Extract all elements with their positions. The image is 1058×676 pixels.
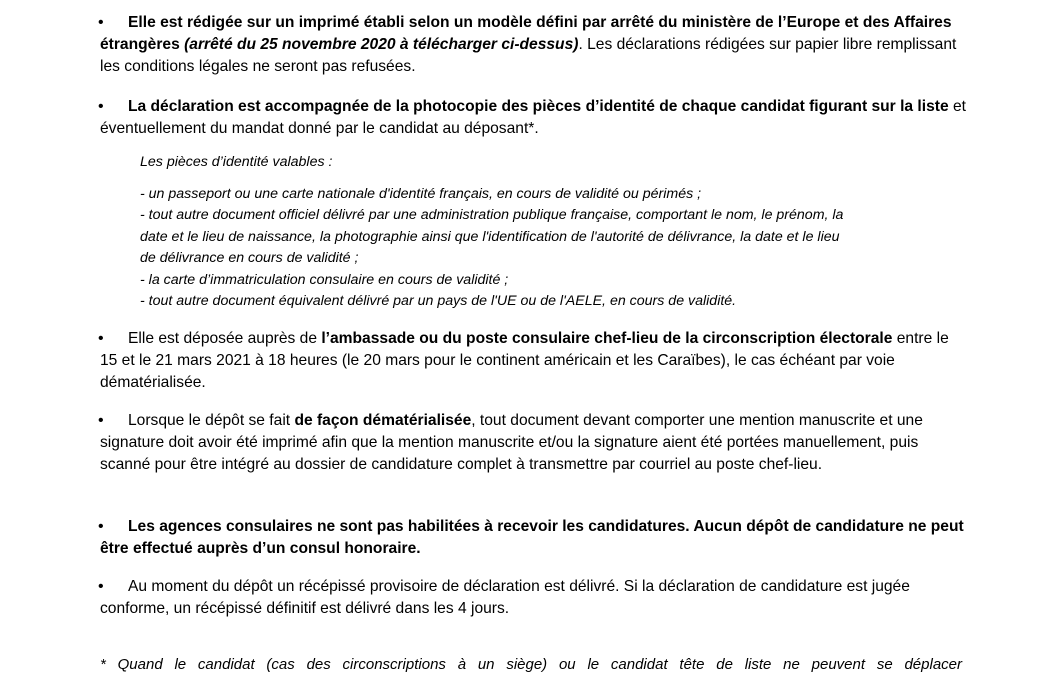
regular-text: Lorsque le dépôt se fait: [128, 412, 295, 429]
list-item-continuation: de délivrance en cours de validité ;: [140, 250, 359, 266]
bullet: •: [98, 518, 104, 535]
list-item: - tout autre document officiel délivré par une administration publique française, comportant le nom, le prénom, la: [140, 207, 844, 223]
regular-text: et éventuellement du mandat donné par le candidat au déposant*.: [100, 98, 966, 137]
paragraph-form-requirement: [100, 12, 970, 78]
regular-text: entre le 15 et le 21 mars 2021 à 18 heures (le 20 mars pour le continent américain et les Caraïbes), le cas échéant par voie dématérialisée.: [100, 330, 949, 391]
bold-italic-text: (arrêté du 25 novembre 2020 à télécharger ci-dessus): [184, 36, 579, 53]
bold-text: Les agences consulaires ne sont pas habilitées à recevoir les candidatures. Aucun dépôt de candidature ne peut être effectué auprès d’un consul honoraire.: [100, 518, 964, 557]
paragraph-consular-agencies: [100, 516, 970, 560]
bold-text: La déclaration est accompagnée de la photocopie des pièces d’identité de chaque candidat figurant sur la liste: [128, 98, 949, 115]
bullet: •: [98, 14, 104, 31]
bullet: •: [98, 98, 104, 115]
bold-text: de façon dématérialisée: [294, 412, 472, 429]
list-heading: Les pièces d’identité valables :: [140, 154, 333, 170]
identity-documents-list: [140, 152, 970, 313]
list-item: - un passeport ou une carte nationale d'identité français, en cours de validité ou périmés ;: [140, 185, 702, 202]
bold-text: Elle est rédigée sur un imprimé établi selon un modèle défini par arrêté du ministère de l’Europe et des Affaires étrangères: [100, 14, 952, 53]
list-item: - la carte d’immatriculation consulaire en cours de validité ;: [140, 271, 509, 288]
bullet: •: [98, 412, 104, 429]
bullet: •: [98, 330, 104, 347]
regular-text: , tout document devant comporter une mention manuscrite et une signature doit avoir été imprimé afin que la mention manuscrite et/ou la signature aient été portées manuellement, puis scanné pour être intégré au dossier de candidature complet à transmettre par courriel au poste chef-lieu.: [100, 412, 923, 473]
footnote: * Quand le candidat (cas des circonscriptions à un siège) ou le candidat tête de liste ne peuvent se déplacer: [100, 656, 962, 673]
bullet: •: [98, 578, 104, 595]
regular-text: . Les déclarations rédigées sur papier libre remplissant les conditions légales ne seront pas refusées.: [100, 36, 957, 75]
regular-text: Elle est déposée auprès de: [128, 330, 322, 347]
bold-text: l’ambassade ou du poste consulaire chef-lieu de la circonscription électorale: [321, 330, 893, 347]
paragraph-electronic-deposit: [100, 410, 970, 476]
paragraph-identity-copies: [100, 96, 970, 140]
list-item-continuation: date et le lieu de naissance, la photographie ainsi que l'identification de l'autorité de délivrance, la date et le lieu: [140, 228, 840, 245]
paragraph-deposit-location: [100, 328, 970, 394]
list-item: - tout autre document équivalent délivré par un pays de l'UE ou de l'AELE, en cours de validité.: [140, 293, 737, 309]
regular-text: Au moment du dépôt un récépissé provisoire de déclaration est délivré. Si la déclaration de candidature est jugée conforme, un récépissé définitif est délivré dans les 4 jours.: [100, 578, 910, 617]
paragraph-receipt: [100, 576, 970, 620]
